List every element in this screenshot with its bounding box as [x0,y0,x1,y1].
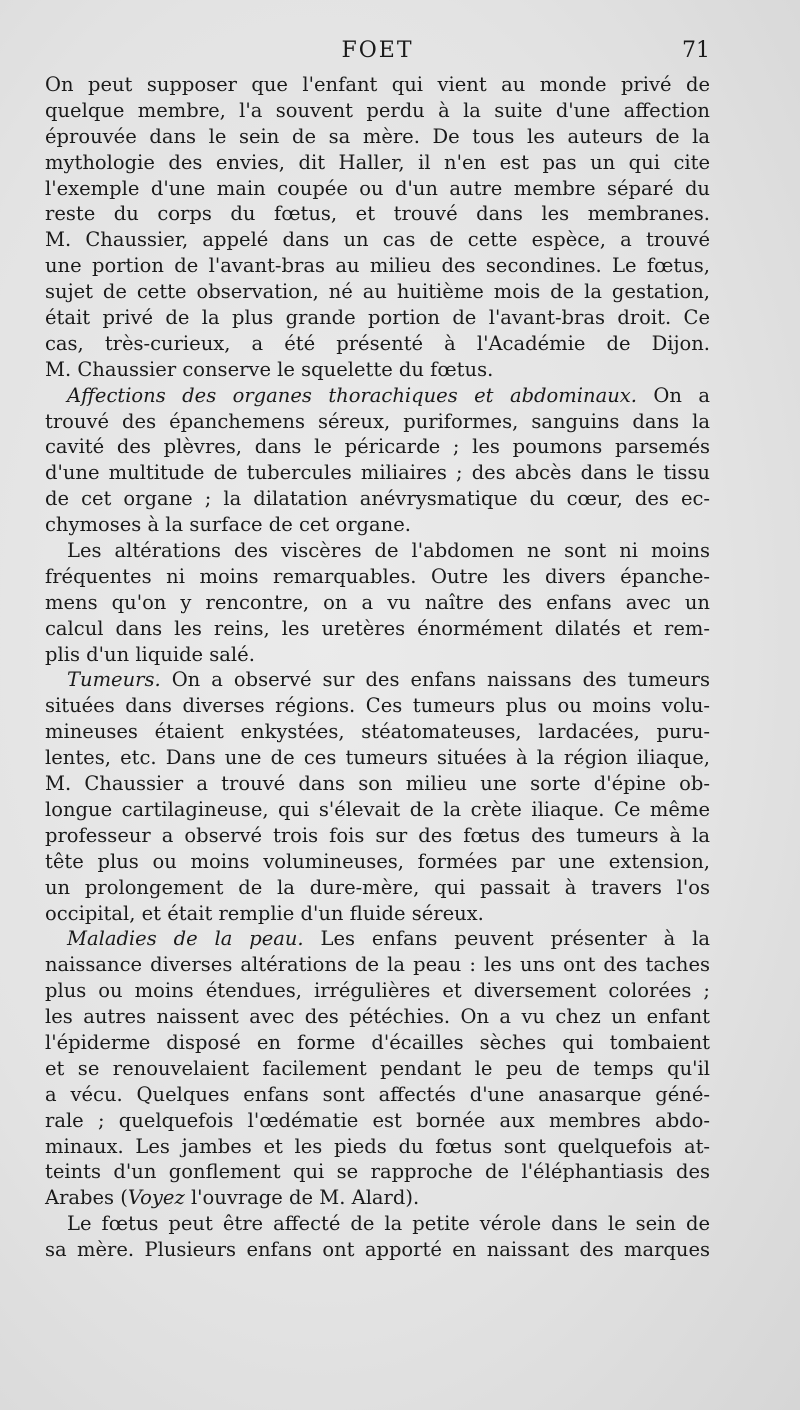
line-text: mens qu'on y rencontre, on a vu naître des enfans avec un [45,590,710,614]
line-text: Arabes ( [45,1186,128,1210]
line-text: On peut supposer que l'enfant qui vient au monde privé de [45,73,710,96]
text-line [45,693,710,719]
line-text: professeur a observé trois fois sur des fœtus des tumeurs à la [45,823,710,847]
line-text: et se renouvelaient facilement pendant le peu de temps qu'il [45,1056,710,1080]
text-line [45,124,710,150]
text-line [45,98,710,124]
text-line [45,227,710,253]
line-text: d'une multitude de tubercules miliaires ; des abcès dans le tissu [45,461,710,485]
text-line [45,253,710,279]
text-line [45,590,710,616]
line-text: naissance diverses altérations de la peau : les uns ont des taches [45,953,710,977]
text-line [45,1056,710,1082]
text-line [45,771,710,797]
line-text: éprouvée dans le sein de sa mère. De tous les auteurs de la [45,124,710,148]
text-line [45,642,710,668]
text-line [45,357,710,383]
line-text: un prolongement de la dure-mère, qui passait à travers l'os [45,875,710,899]
text-line [45,538,710,564]
text-line [45,849,710,875]
line-text: situées dans diverses régions. Ces tumeurs plus ou moins volu- [45,694,710,718]
line-text: mythologie des envies, dit Haller, il n'en est pas un qui cite [45,150,710,174]
line-text: cavité des plèvres, dans le péricarde ; les poumons parsemés [45,435,710,459]
line-text: de cet organe ; la dilatation anévrysmatique du cœur, des ec- [45,487,710,511]
text-line [45,201,710,227]
line-text: les autres naissent avec des pétéchies. On a vu chez un enfant [45,1005,710,1029]
line-text: chymoses à la surface de cet organe. [45,513,411,537]
italic-word: Voyez [127,1186,185,1210]
text-line [45,564,710,590]
line-text: fréquentes ni moins remarquables. Outre les divers épanche- [45,564,710,588]
line-text: M. Chaussier a trouvé dans son milieu une sorte d'épine ob- [45,772,710,796]
line-text: Le fœtus peut être affecté de la petite vérole dans le sein de [67,1212,710,1236]
text-line [45,460,710,486]
text-line [45,1108,710,1134]
text-line [45,1211,710,1237]
text-line [45,926,710,952]
line-text: lentes, etc. Dans une de ces tumeurs situées à la région iliaque, [45,746,710,770]
text-line [45,978,710,1004]
page-number: 71 [682,38,710,63]
text-line [45,797,710,823]
line-text: On a [636,383,710,407]
line-text: calcul dans les reins, les uretères énormément dilatés et rem- [45,616,710,640]
line-text: teints d'un gonflement qui se rapproche de l'éléphantiasis des [45,1160,710,1184]
text-line [45,150,710,176]
line-text: M. Chaussier conserve le squelette du fœtus. [45,357,494,381]
text-line [45,486,710,512]
line-text: mineuses étaient enkystées, stéatomateuses, lardacées, puru- [45,720,710,744]
text-line [45,383,710,409]
text-line [45,875,710,901]
text-line [45,279,710,305]
running-head: FOET [341,38,414,63]
line-text-after: l'ouvrage de M. Alard). [184,1186,420,1210]
text-line [45,1030,710,1056]
text-line [45,667,710,693]
line-text: l'exemple d'une main coupée ou d'un autre membre séparé du [45,176,710,200]
line-text: On a observé sur des enfans naissans des tumeurs [160,668,710,692]
line-text: occipital, et était remplie d'un fluide séreux. [45,901,484,925]
line-text: plus ou moins étendues, irrégulières et diversement colorées ; [45,979,710,1003]
line-text: a vécu. Quelques enfans sont affectés d'une anasarque géné- [45,1082,710,1106]
line-text: tête plus ou moins volumineuses, formées par une extension, [45,849,710,873]
text-line [45,823,710,849]
text-line [45,331,710,357]
line-text: était privé de la plus grande portion de l'avant-bras droit. Ce [45,306,710,330]
text-line [45,616,710,642]
section-heading: Tumeurs. [67,668,161,692]
line-text: plis d'un liquide salé. [45,642,255,666]
text-line [45,434,710,460]
section-heading: Affections des organes thorachiques et abdominaux. [67,383,637,407]
section-heading: Maladies de la peau. [67,927,304,951]
text-line [45,719,710,745]
text-line [45,952,710,978]
line-text: sa mère. Plusieurs enfans ont apporté en naissant des marques [45,1238,710,1262]
line-text: cas, très-curieux, a été présenté à l'Académie de Dijon. [45,331,710,355]
line-text: M. Chaussier, appelé dans un cas de cette espèce, a trouvé [45,228,710,252]
line-text: minaux. Les jambes et les pieds du fœtus sont quelquefois at- [45,1134,710,1158]
line-text: sujet de cette observation, né au huitième mois de la gestation, [45,280,710,304]
text-line [45,176,710,202]
line-text: l'épiderme disposé en forme d'écailles sèches qui tombaient [45,1030,710,1054]
line-text: trouvé des épanchemens séreux, puriformes, sanguins dans la [45,409,710,433]
text-line [45,409,710,435]
text-line [45,1159,710,1185]
line-text: Les altérations des viscères de l'abdomen ne sont ni moins [67,539,710,563]
text-line [45,1185,710,1211]
text-line [45,901,710,927]
text-line [45,1004,710,1030]
line-text: longue cartilagineuse, qui s'élevait de la crète iliaque. Ce même [45,797,710,821]
text-line [45,745,710,771]
line-text: quelque membre, l'a souvent perdu à la suite d'une affection [45,98,710,122]
text-line [45,1082,710,1108]
text-line [45,512,710,538]
line-text: Les enfans peuvent présenter à la [303,927,710,951]
line-text: rale ; quelquefois l'œdématie est bornée aux membres abdo- [45,1108,710,1132]
page-header [45,38,710,68]
text-line [45,305,710,331]
text-line [45,1237,710,1263]
line-text: reste du corps du fœtus, et trouvé dans les membranes. [45,202,710,226]
body-text [45,72,710,1263]
text-line [45,72,710,98]
text-line [45,1134,710,1160]
line-text: une portion de l'avant-bras au milieu des secondines. Le fœtus, [45,254,710,278]
